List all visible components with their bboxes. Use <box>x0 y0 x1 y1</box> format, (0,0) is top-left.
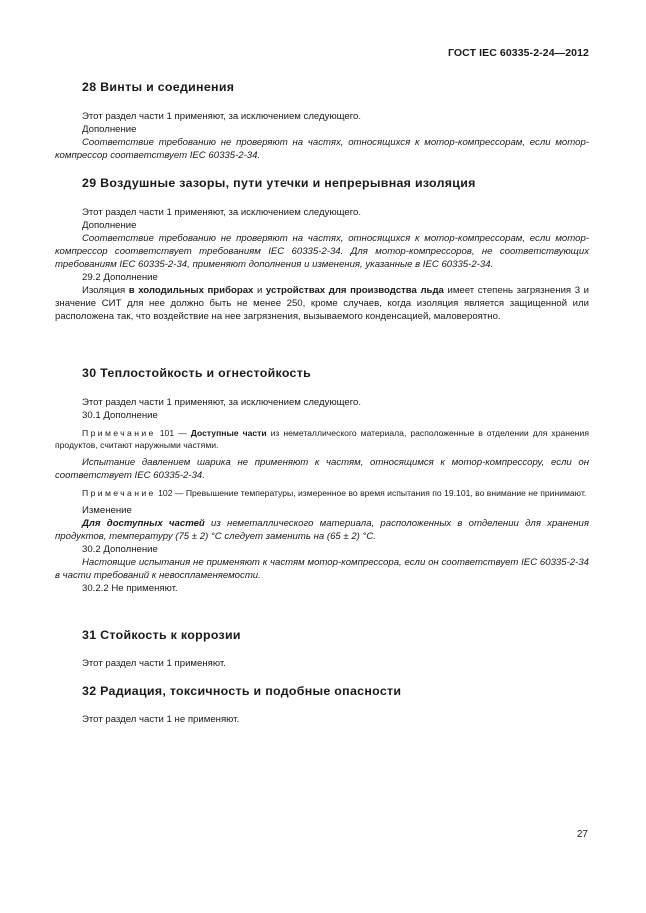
section-31-title: 31 Стойкость к коррозии <box>82 628 241 642</box>
paragraph: Этот раздел части 1 применяют, за исключением следующего. <box>82 207 362 218</box>
section-30-title: 30 Теплостойкость и огнестойкость <box>82 366 312 380</box>
text-run: и <box>253 285 266 296</box>
paragraph: Настоящие испытания не применяют к частям мотор-компрессора, если он соответствует IEC 60335-2-34 в части требований к невоспламеняемости. <box>55 557 589 581</box>
section-30-body <box>55 396 589 595</box>
note-102 <box>55 487 589 499</box>
text-run: из неметаллического материала, расположенные в отделении для хранения продуктов, считают наружными частями. <box>55 428 589 450</box>
paragraph: Дополнение <box>82 124 137 135</box>
section-29-title: 29 Воздушные зазоры, пути утечки и непрерывная изоляция <box>82 176 476 190</box>
paragraph: 30.1 Дополнение <box>82 410 158 421</box>
text-run: 101 — <box>155 428 191 438</box>
paragraph: Этот раздел части 1 применяют, за исключением следующего. <box>82 397 362 408</box>
bold-term: Для доступных частей <box>82 518 205 529</box>
bold-term: устройствах для производства льда <box>265 285 444 296</box>
paragraph <box>55 517 589 543</box>
bold-term: в холодильных приборах <box>128 285 254 296</box>
paragraph: 30.2 Дополнение <box>82 544 158 555</box>
paragraph <box>55 284 589 323</box>
section-32-body <box>55 713 589 726</box>
paragraph: Дополнение <box>82 220 137 231</box>
paragraph: Этот раздел части 1 не применяют. <box>82 714 240 725</box>
bold-term: Доступные части <box>190 428 267 438</box>
note-label: Примечание <box>82 428 156 438</box>
page-number: 27 <box>576 829 588 840</box>
section-32-title: 32 Радиация, токсичность и подобные опасности <box>82 684 402 698</box>
paragraph: Испытание давлением шарика не применяют к частям, относящимся к мотор-компрессору, если он соответствует IEC 60335-2-34. <box>55 457 589 481</box>
text-run: имеет степень загрязнения 3 и значение СИТ для нее должно быть не менее 250, кроме случаев, когда изоляция является защищенной или расположена так, что воздействие на нее загрязнения, вызываемого конденсацией, маловероятно. <box>55 285 589 322</box>
section-28-body <box>55 110 589 162</box>
paragraph: Этот раздел части 1 применяют. <box>82 658 226 669</box>
paragraph: Соответствие требованию не проверяют на частях, относящихся к мотор-компрессорам, если мотор-компрессор соответствует IEC 60335-2-34. <box>55 137 589 161</box>
paragraph: Этот раздел части 1 применяют, за исключением следующего. <box>82 111 362 122</box>
text-run: Изоляция <box>82 285 129 296</box>
text-run: 102 — Превышение температуры, измеренное во время испытания по 19.101, во внимание не принимают. <box>155 488 587 498</box>
paragraph: Соответствие требованию не проверяют на частях, относящихся к мотор-компрессорам, если мотор-компрессор соответствует требованиям IEC 60335-2-34. Для мотор-компрессоров, не соответствующих требованиям IEC 60335-2-34, применяют дополнения и изменения, указанные в IEC 60335-2-34. <box>55 233 589 270</box>
note-label: Примечание <box>82 488 156 498</box>
document-code-header: ГОСТ IEC 60335-2-24—2012 <box>447 47 589 59</box>
paragraph: 30.2.2 Не применяют. <box>82 583 178 594</box>
paragraph: 29.2 Дополнение <box>82 272 158 283</box>
section-28-title: 28 Винты и соединения <box>82 80 235 94</box>
note-101 <box>55 427 589 451</box>
text-run: из неметаллического материала, расположенных в отделении для хранения продуктов, температуру (75 ± 2) °С следует заменить на (65 ± 2) °С. <box>55 518 589 542</box>
paragraph: Изменение <box>82 505 132 516</box>
section-29-body <box>55 206 589 323</box>
section-31-body <box>55 657 589 670</box>
